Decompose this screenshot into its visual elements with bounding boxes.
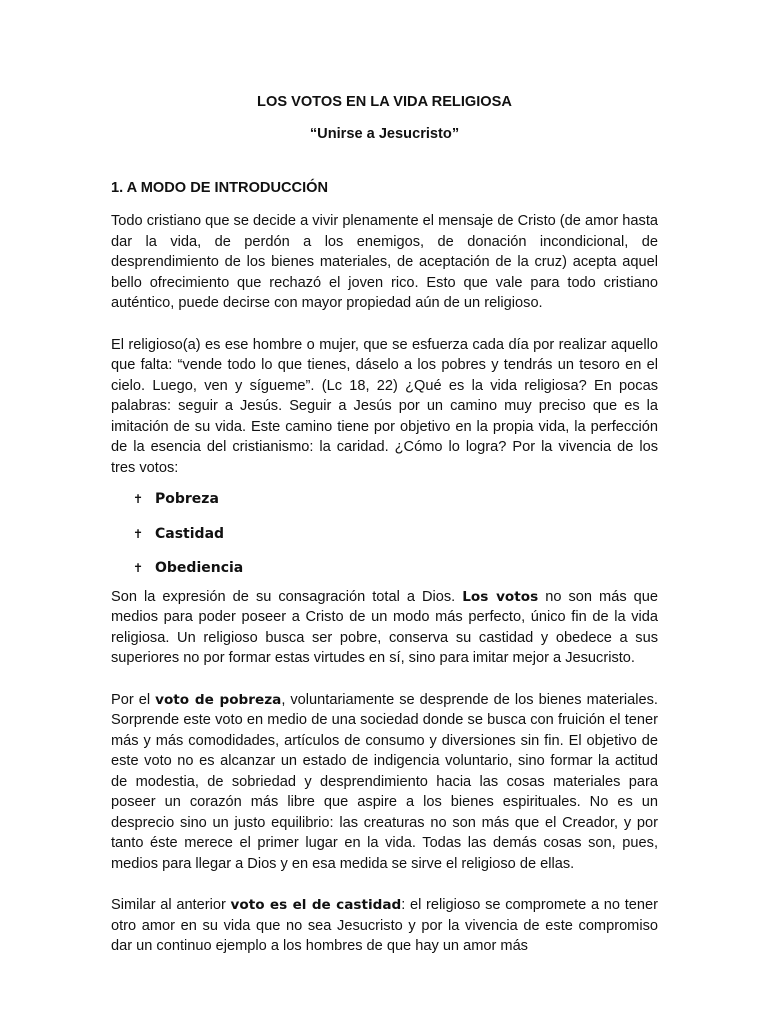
paragraph-text: Similar al anterior: [111, 897, 231, 913]
bold-term-chastity: voto es el de castidad: [230, 897, 402, 913]
paragraph-chastity: [111, 895, 658, 957]
cross-bullet-icon: ✝: [133, 492, 144, 506]
bold-term-vows: Los votos: [462, 588, 539, 605]
paragraph-text: , voluntariamente se desprende de los bienes materiales. Sorprende este voto en medio de una sociedad donde se busca con fruición el tener más y más comodidades, artículos de consumo y diversiones sin fin. El objetivo de este voto no es alcanzar un estado de indigencia voluntario, sino formar la actitud de modestia, de sobriedad y desprendimiento hacia las cosas materiales para poseer un corazón más libre que aspire a los bienes espirituales. No es un desprecio sino un justo equilibrio: las creaturas no son más que el Creador, y por tanto éste merece el primer lugar en la vida. Todas las demás cosas son, pues, medios para llegar a Dios y en esa medida se sirve el religioso de ellas.: [111, 691, 658, 872]
paragraph-text: Son la expresión de su consagración total a Dios.: [111, 588, 463, 605]
votes-list: [111, 488, 658, 592]
vote-label-chastity: Castidad: [155, 525, 225, 542]
document-page: [111, 92, 658, 957]
paragraph-intro: Todo cristiano que se decide a vivir plenamente el mensaje de Cristo (de amor hasta dar la vida, de perdón a los enemigos, de donación incondicional, de desprendimiento de los bienes materiales, de aceptación de la cruz) acepta aquel bello ofrecimiento que rechazó el joven rico. Esto que vale para todo cristiano auténtico, puede decirse con mayor propiedad aún de un religioso.: [111, 213, 658, 311]
cross-bullet-icon: ✝: [133, 561, 144, 575]
section-heading: 1. A MODO DE INTRODUCCIÓN: [111, 180, 329, 196]
document-subtitle: “Unirse a Jesucristo”: [309, 126, 460, 142]
document-title: LOS VOTOS EN LA VIDA RELIGIOSA: [257, 94, 512, 110]
cross-bullet-icon: ✝: [133, 526, 144, 541]
list-item: [133, 488, 658, 523]
vote-label-obedience: Obediencia: [155, 560, 244, 576]
paragraph-poverty: [111, 690, 658, 875]
paragraph-text: : el religioso se compromete a no tener otro amor en su vida que no sea Jesucristo y por la vivencia de este compromiso dar un continuo ejemplo a los hombres de que hay un amor más: [111, 897, 658, 954]
paragraph-text: no son más que medios para poder poseer a Cristo de un modo más perfecto, único fin de la vida religiosa. Un religioso busca ser pobre, conserva su castidad y obedece a sus superiores no por formar estas virtudes en sí, sino para imitar mejor a Jesucristo.: [111, 588, 658, 666]
paragraph-consecration: [111, 587, 658, 669]
paragraph-religious-life: El religioso(a) es ese hombre o mujer, que se esfuerza cada día por realizar aquello que falta: “vende todo lo que tienes, dáselo a los pobres y tendrás un tesoro en el cielo. Luego, ven y sígueme”. (Lc 18, 22) ¿Qué es la vida religiosa? En pocas palabras: seguir a Jesús. Seguir a Jesús por un camino muy preciso que es la imitación de su vida. Este camino tiene por objetivo en la propia vida, la perfección de la esencia del cristianismo: la caridad. ¿Cómo lo logra? Por la vivencia de los tres votos:: [111, 336, 658, 476]
paragraph-text: Por el: [111, 691, 156, 708]
list-item: [133, 523, 658, 558]
vote-label-poverty: Pobreza: [155, 491, 219, 507]
bold-term-poverty: voto de pobreza: [155, 691, 282, 708]
